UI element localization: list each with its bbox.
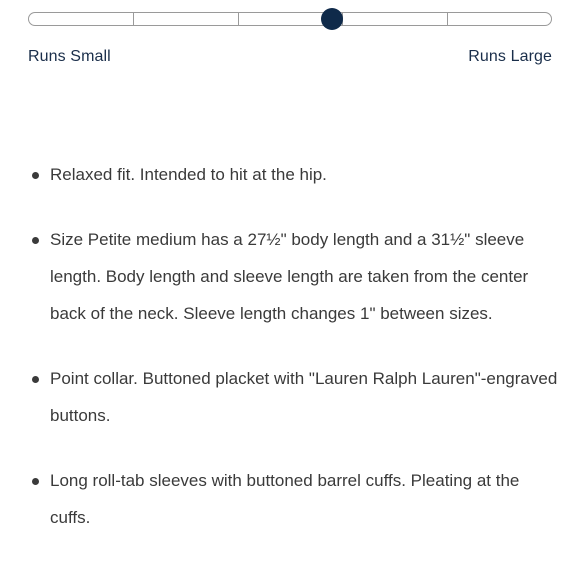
detail-item-length: Size Petite medium has a 27½" body length and a 31½" sleeve length. Body length and sleeve length are taken from the center back of the neck. Sleeve length changes 1" between sizes. [32, 221, 558, 332]
runs-small-label: Runs Small [28, 48, 111, 65]
fit-scale-marker[interactable] [321, 8, 343, 30]
detail-item-fit: Relaxed fit. Intended to hit at the hip. [32, 156, 558, 193]
fit-scale-tick [447, 13, 448, 25]
fit-scale-tick [238, 13, 239, 25]
fit-scale-track [28, 12, 552, 26]
fit-scale-tick [133, 13, 134, 25]
runs-large-label: Runs Large [468, 48, 552, 65]
detail-item-collar: Point collar. Buttoned placket with "Lauren Ralph Lauren"-engraved buttons. [32, 360, 558, 434]
detail-item-sleeves: Long roll-tab sleeves with buttoned barrel cuffs. Pleating at the cuffs. [32, 462, 558, 536]
product-details-list [32, 156, 558, 564]
